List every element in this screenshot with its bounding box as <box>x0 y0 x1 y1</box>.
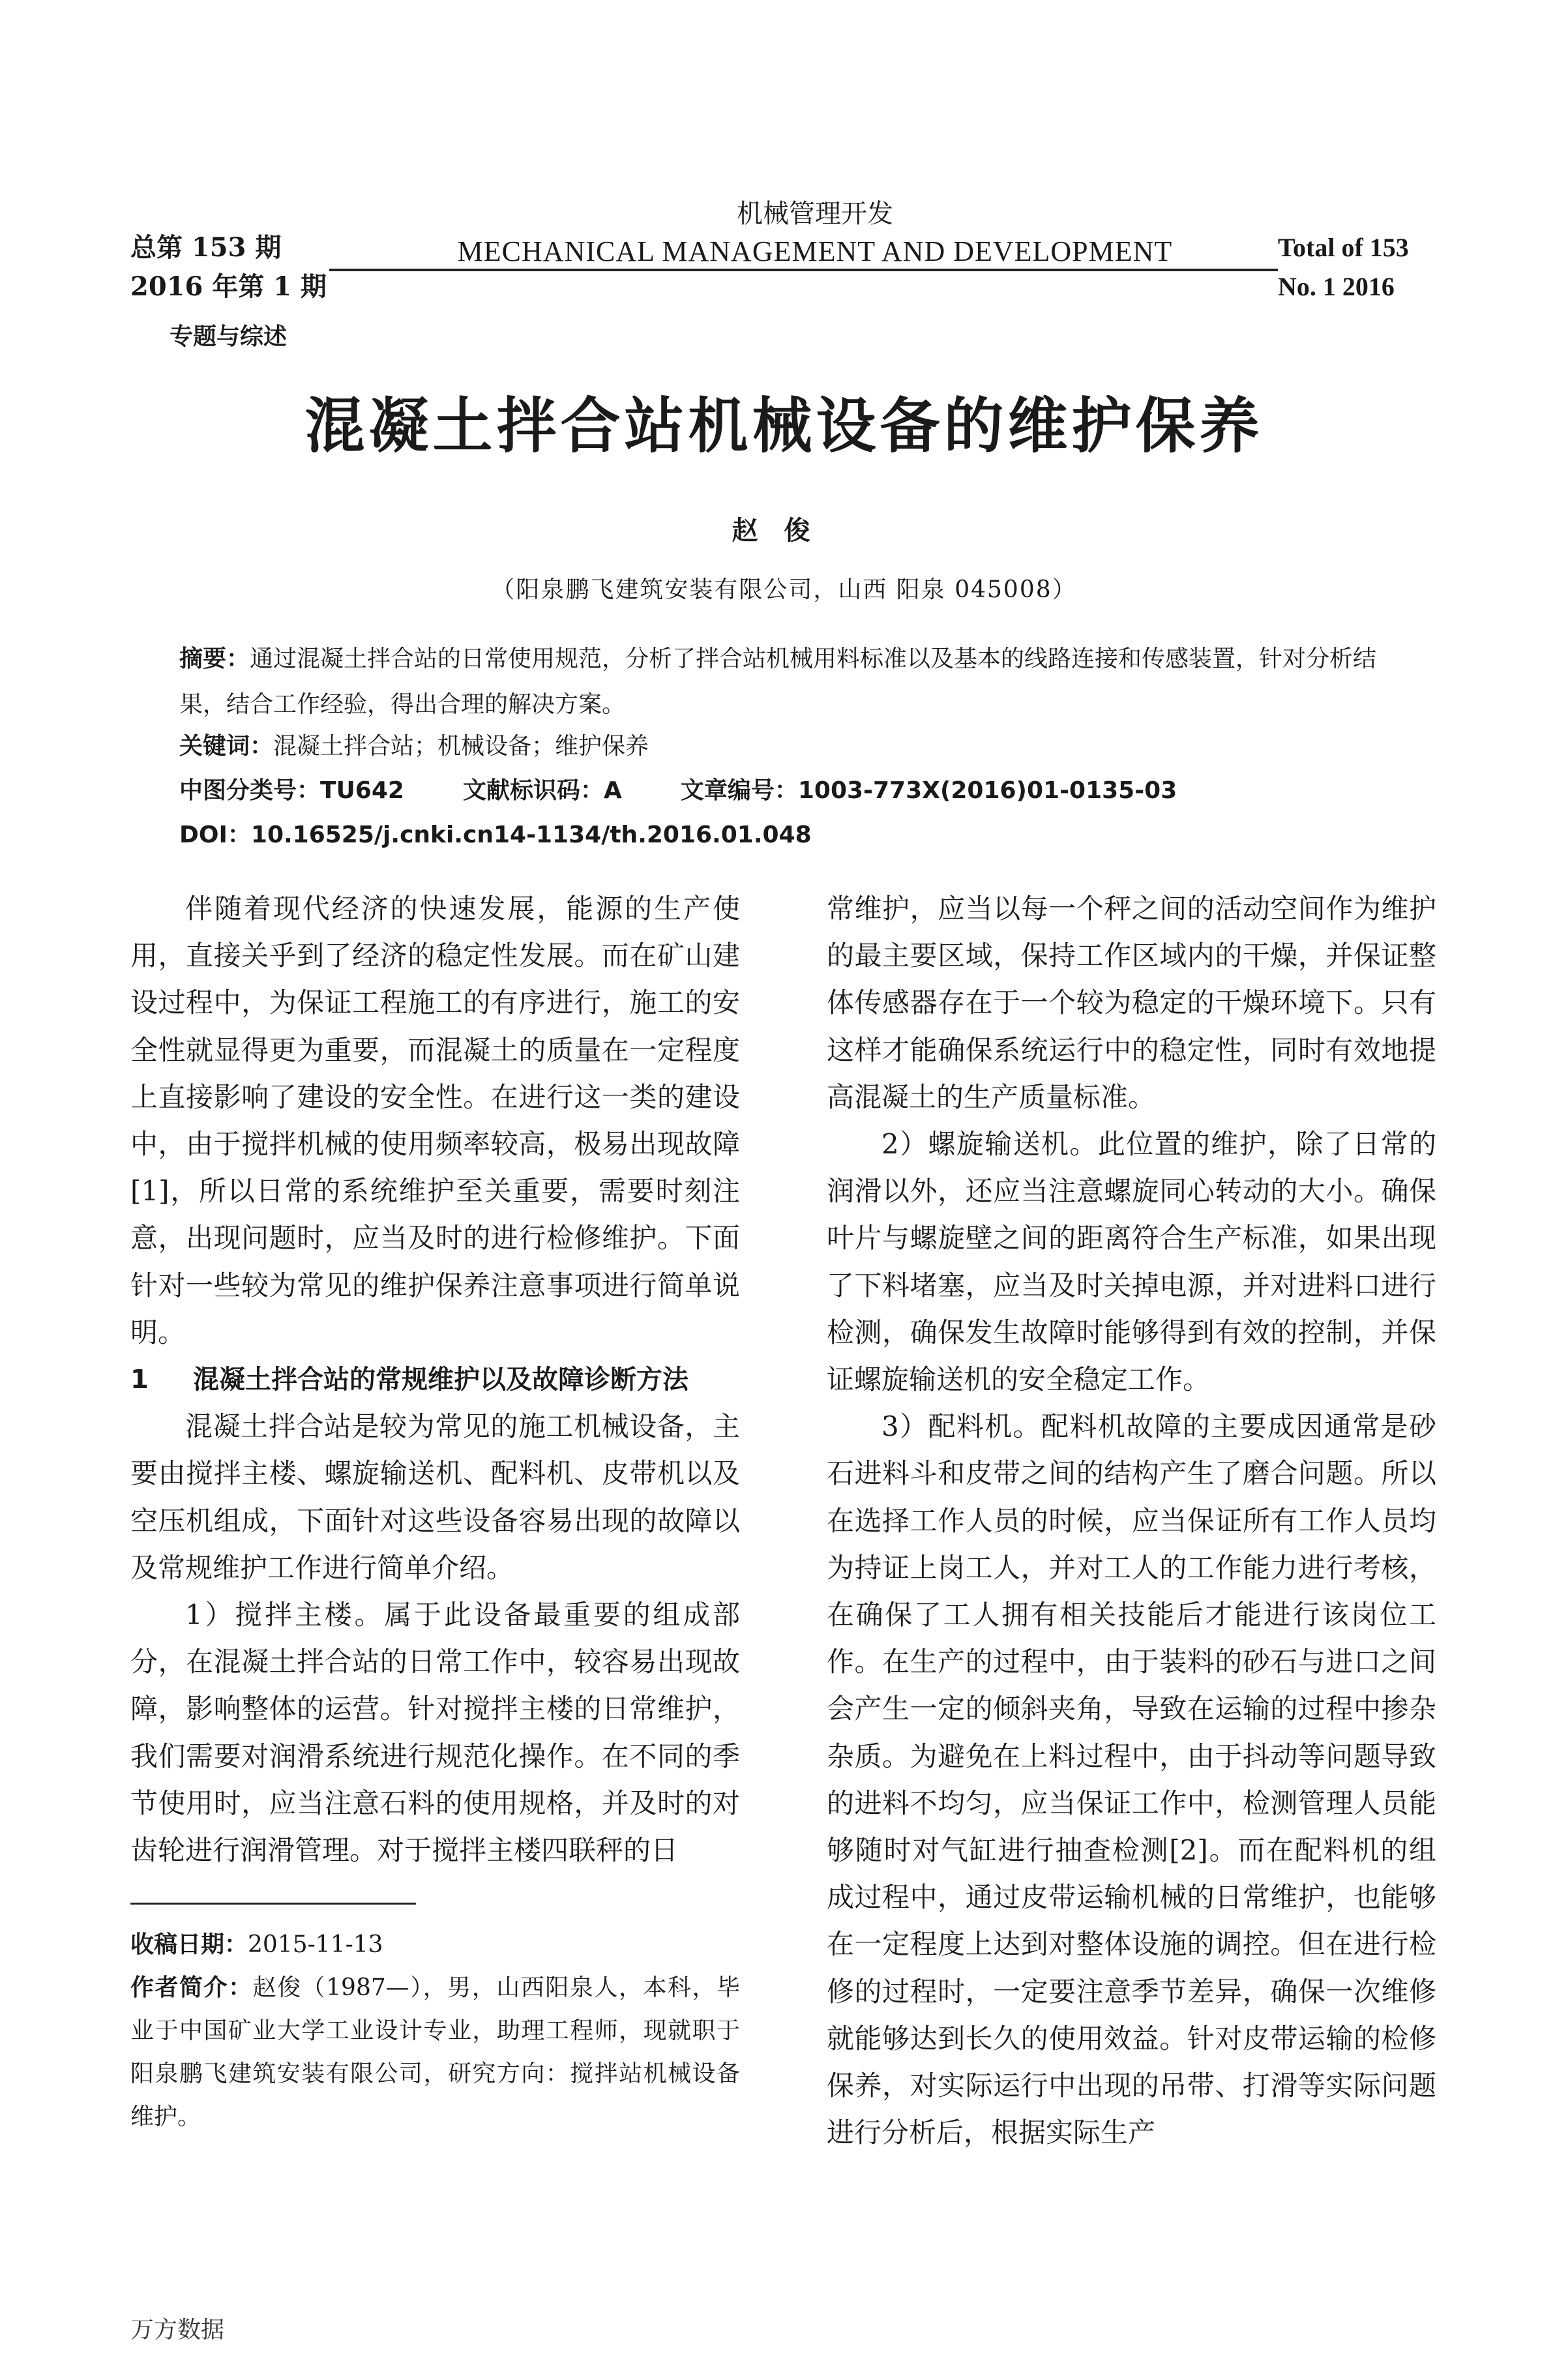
footnotes <box>130 1923 740 2139</box>
issue-total-en: Total of 153 <box>1278 233 1409 262</box>
body-paragraph: 常维护，应当以每一个秤之间的活动空间作为维护的最主要区域，保持工作区域内的干燥，并保证整体传感器存在于一个较为稳定的干燥环境下。只有这样才能确保系统运行中的稳定性，同时有效地提高混凝土的生产质量标准。 <box>827 893 1436 1113</box>
body-paragraph: 混凝土拌合站是较为常见的施工机械设备，主要由搅拌主楼、螺旋输送机、配料机、皮带机以及空压机组成，下面针对这些设备容易出现的故障以及常规维护工作进行简单介绍。 <box>130 1410 740 1584</box>
keywords-label: 关键词： <box>179 733 274 760</box>
journal-name-cn: 机械管理开发 <box>737 199 893 229</box>
clc-label: 中图分类号： <box>179 777 321 804</box>
watermark: 万方数据 <box>130 2317 225 2343</box>
doi-label: DOI： <box>179 822 251 848</box>
section-number: 1 <box>130 1365 149 1395</box>
keywords <box>179 724 1405 769</box>
journal-masthead <box>359 196 1271 271</box>
abstract-text: 通过混凝土拌合站的日常使用规范，分析了拌合站机械用料标准以及基本的线路连接和传感装置，针对分析结果，结合工作经验，得出合理的解决方案。 <box>179 646 1377 718</box>
doc-code-field <box>463 768 622 814</box>
abstract <box>179 636 1405 728</box>
abstract-label: 摘要： <box>179 646 250 672</box>
article-no-label: 文章编号： <box>680 777 798 804</box>
keywords-text: 混凝土拌合站；机械设备；维护保养 <box>273 733 649 760</box>
article-no-field <box>681 768 1177 814</box>
body-left-column <box>130 885 740 1874</box>
doi-line <box>179 812 1405 858</box>
received-label: 收稿日期： <box>130 1931 248 1958</box>
clc-value: TU642 <box>320 777 404 804</box>
header-rule <box>329 269 1278 271</box>
clc-field <box>179 768 404 814</box>
author-bio <box>130 1967 740 2139</box>
article-title: 混凝土拌合站机械设备的维护保养 <box>304 391 1264 461</box>
author-name: 赵俊 <box>732 515 836 546</box>
author-affiliation: （阳泉鹏飞建筑安装有限公司，山西 阳泉 045008） <box>491 576 1077 603</box>
bio-text: 赵俊（1987—），男，山西阳泉人，本科，毕业于中国矿业大学工业设计专业，助理工程师，现就职于阳泉鹏飞建筑安装有限公司，研究方向：搅拌站机械设备维护。 <box>130 1974 740 2130</box>
classification-line <box>179 768 1405 814</box>
footnote-rule <box>130 1903 416 1905</box>
journal-name-en: MECHANICAL MANAGEMENT AND DEVELOPMENT <box>457 235 1173 267</box>
doc-code-value: A <box>603 777 622 804</box>
body-paragraph: 2）螺旋输送机。此位置的维护，除了日常的润滑以外，还应当注意螺旋同心转动的大小。确保叶片与螺旋壁之间的距离符合生产标准，如果出现了下料堵塞，应当及时关掉电源，并对进料口进行检测，确保发生故障时能够得到有效的控制，并保证螺旋输送机的安全稳定工作。 <box>827 1128 1436 1396</box>
received-date <box>130 1923 740 1967</box>
issue-info-left <box>130 228 339 306</box>
body-paragraph: 1）搅拌主楼。属于此设备最重要的组成部分，在混凝土拌合站的日常工作中，较容易出现故障，影响整体的运营。针对搅拌主楼的日常维护，我们需要对润滑系统进行规范化操作。在不同的季节使用时，应当注意石料的使用规格，并及时的对齿轮进行润滑管理。对于搅拌主楼四联秤的日 <box>130 1599 740 1867</box>
bio-label: 作者简介： <box>130 1974 253 2001</box>
issue-number-en: No. 1 2016 <box>1278 272 1395 301</box>
section-title: 混凝土拌合站的常规维护以及故障诊断方法 <box>193 1365 688 1395</box>
received-value: 2015-11-13 <box>248 1931 383 1958</box>
issue-number-cn: 2016 年第 1 期 <box>130 271 327 302</box>
doc-code-label: 文献标识码： <box>462 777 604 804</box>
section-heading <box>130 1356 740 1403</box>
doi-value: 10.16525/j.cnki.cn14-1134/th.2016.01.048 <box>250 822 812 848</box>
article-no-value: 1003-773X(2016)01-0135-03 <box>797 777 1177 804</box>
column-tag: 专题与综述 <box>170 323 288 350</box>
body-right-column <box>827 885 1436 2156</box>
body-paragraph: 伴随着现代经济的快速发展，能源的生产使用，直接关乎到了经济的稳定性发展。而在矿山建设过程中，为保证工程施工的有序进行，施工的安全性就显得更为重要，而混凝土的质量在一定程度上直接影响了建设的安全性。在进行这一类的建设中，由于搅拌机械的使用频率较高，极易出现故障[1]，所以日常的系统维护至关重要，需要时刻注意，出现问题时，应当及时的进行检修维护。下面针对一些较为常见的维护保养注意事项进行简单说明。 <box>130 893 740 1348</box>
issue-info-right <box>1278 228 1447 306</box>
body-paragraph: 3）配料机。配料机故障的主要成因通常是砂石进料斗和皮带之间的结构产生了磨合问题。所以在选择工作人员的时候，应当保证所有工作人员均为持证上岗工人，并对工人的工作能力进行考核，在确保了工人拥有相关技能后才能进行该岗位工作。在生产的过程中，由于装料的砂石与进口之间会产生一定的倾斜夹角，导致在运输的过程中掺杂杂质。为避免在上料过程中，由于抖动等问题导致的进料不均匀，应当保证工作中，检测管理人员能够随时对气缸进行抽查检测[2]。而在配料机的组成过程中，通过皮带运输机械的日常维护，也能够在一定程度上达到对整体设施的调控。但在进行检修的过程时，一定要注意季节差异，确保一次维修就能够达到长久的使用效益。针对皮带运输的检修保养，对实际运行中出现的吊带、打滑等实际问题进行分析后，根据实际生产 <box>827 1410 1436 2149</box>
issue-total-cn: 总第 153 期 <box>130 232 282 263</box>
